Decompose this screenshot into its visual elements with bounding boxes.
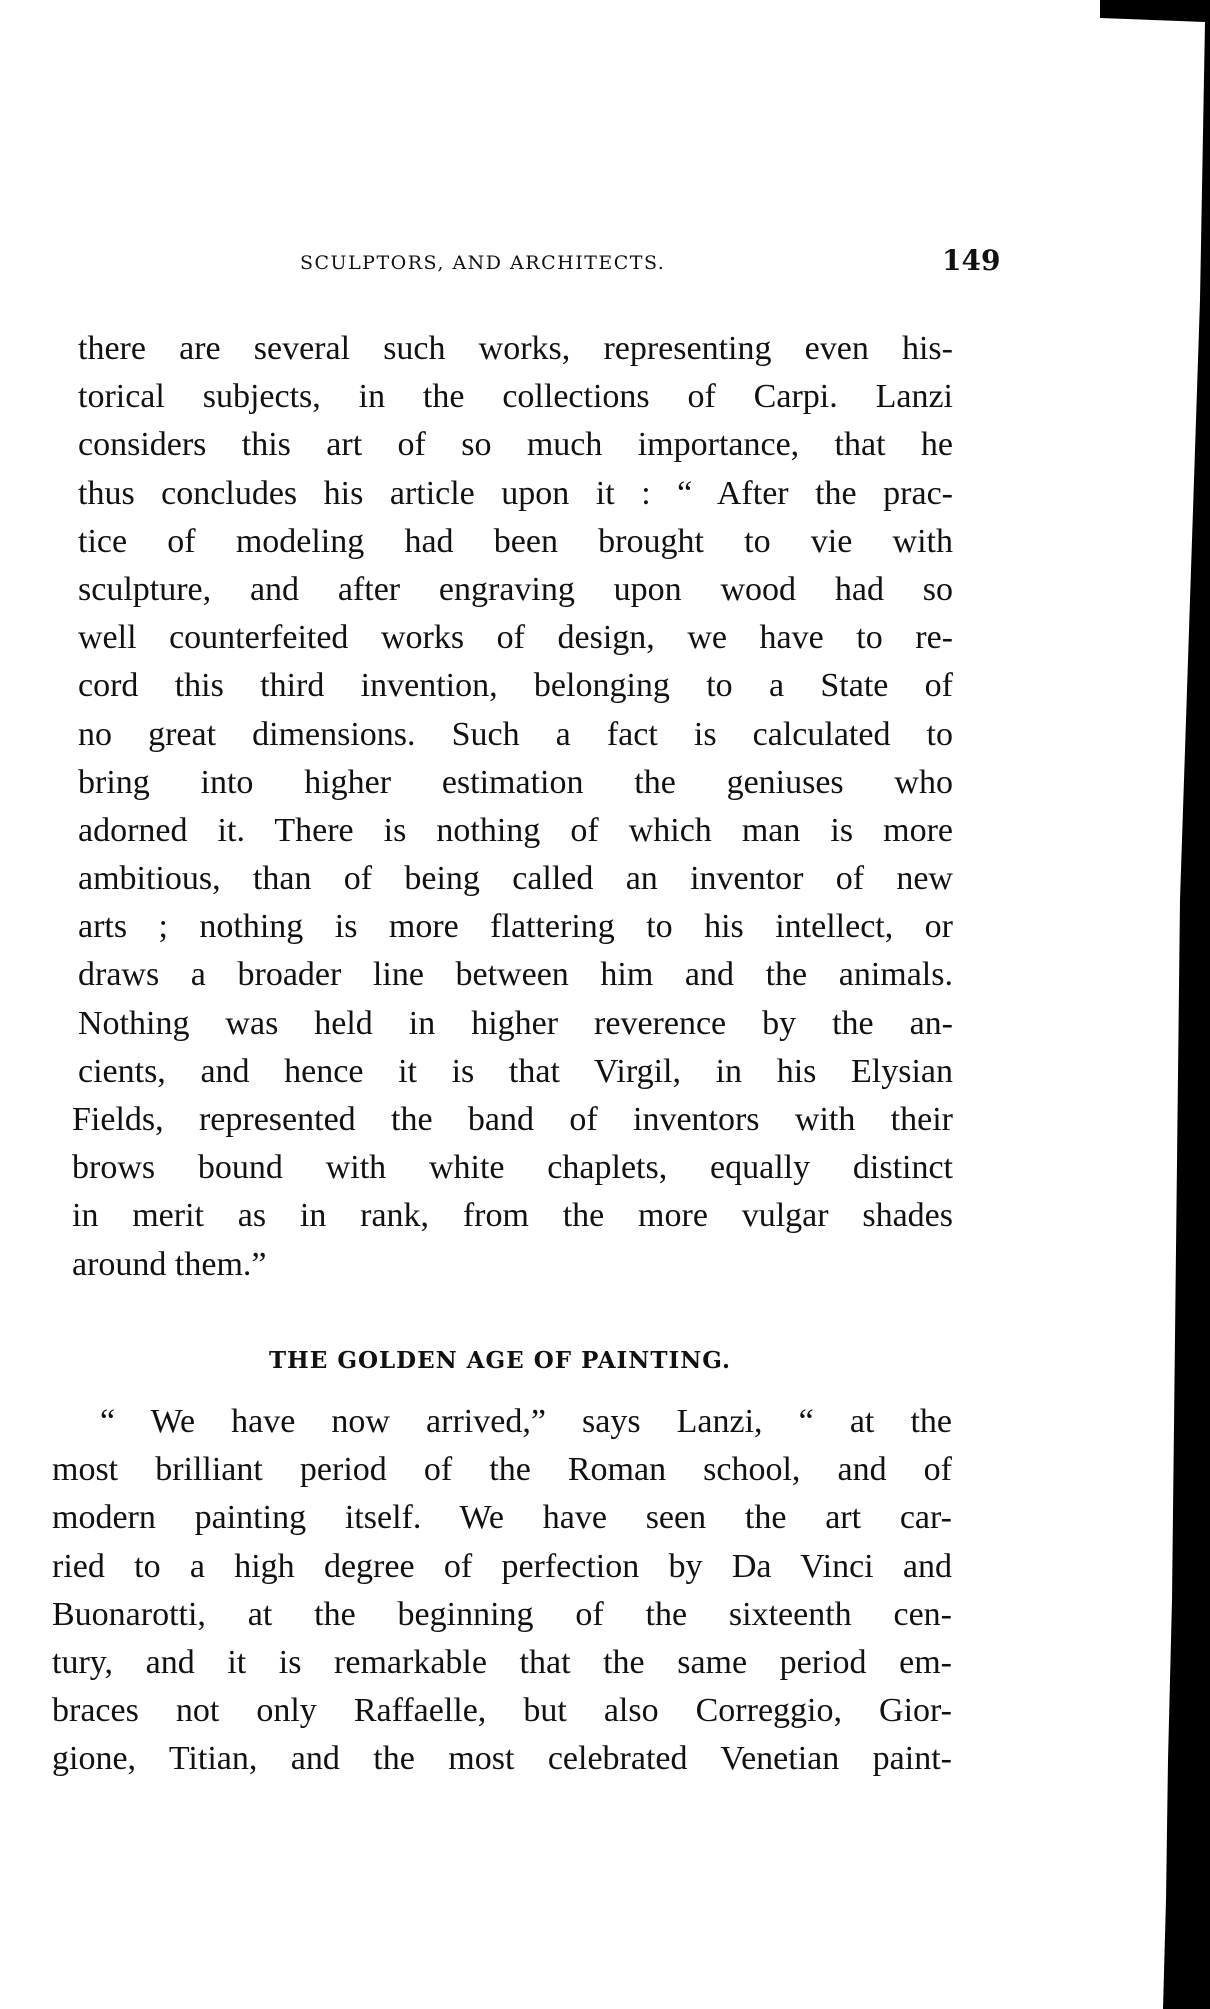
text-line: sculpture, and after engraving upon wood had so	[78, 570, 953, 608]
text-line: bring into higher estimation the geniuses who	[78, 763, 953, 801]
text-line: well counterfeited works of design, we have to re-	[78, 619, 953, 657]
text-line: ambitious, than of being called an inventor of new	[78, 860, 953, 898]
text-line: considers this art of so much importance, that he	[78, 426, 953, 464]
scan-border-edge	[1100, 0, 1210, 2009]
text-line: braces not only Raffaelle, but also Correggio, Gior-	[52, 1692, 952, 1730]
text-line: cord this third invention, belonging to a State of	[78, 667, 953, 705]
text-line: no great dimensions. Such a fact is calculated to	[78, 715, 953, 753]
running-head: SCULPTORS, AND ARCHITECTS.	[300, 252, 666, 274]
text-line: Nothing was held in higher reverence by the an-	[78, 1004, 953, 1042]
text-line: tury, and it is remarkable that the same period em-	[52, 1643, 952, 1681]
text-line: arts ; nothing is more flattering to his intellect, or	[78, 908, 953, 946]
text-line: around them.”	[72, 1245, 267, 1283]
text-line: thus concludes his article upon it : “ After the prac-	[78, 474, 953, 512]
text-line: draws a broader line between him and the animals.	[78, 956, 953, 994]
text-line: cients, and hence it is that Virgil, in his Elysian	[78, 1052, 953, 1090]
paragraph-2	[52, 1398, 952, 1784]
text-line: in merit as in rank, from the more vulgar shades	[72, 1197, 953, 1235]
section-heading: THE GOLDEN AGE OF PAINTING.	[268, 1347, 732, 1374]
text-line: gione, Titian, and the most celebrated Venetian paint-	[52, 1740, 952, 1778]
page-number: 149	[942, 244, 1001, 277]
text-line: Fields, represented the band of inventors with their	[72, 1101, 953, 1138]
text-line: there are several such works, representing even his-	[78, 330, 953, 367]
paragraph-1	[72, 325, 953, 1289]
text-line: torical subjects, in the collections of Carpi. Lanzi	[78, 378, 953, 416]
text-line: “ We have now arrived,” says Lanzi, “ at the	[100, 1403, 952, 1440]
text-line: Buonarotti, at the beginning of the sixteenth cen-	[52, 1595, 952, 1633]
text-line: adorned it. There is nothing of which man is more	[78, 811, 953, 849]
text-line: tice of modeling had been brought to vie with	[78, 522, 953, 560]
text-line: most brilliant period of the Roman school, and of	[52, 1451, 952, 1489]
text-line: modern painting itself. We have seen the art car-	[52, 1499, 952, 1537]
text-line: brows bound with white chaplets, equally distinct	[72, 1149, 953, 1187]
text-line: ried to a high degree of perfection by Da Vinci and	[52, 1547, 952, 1585]
